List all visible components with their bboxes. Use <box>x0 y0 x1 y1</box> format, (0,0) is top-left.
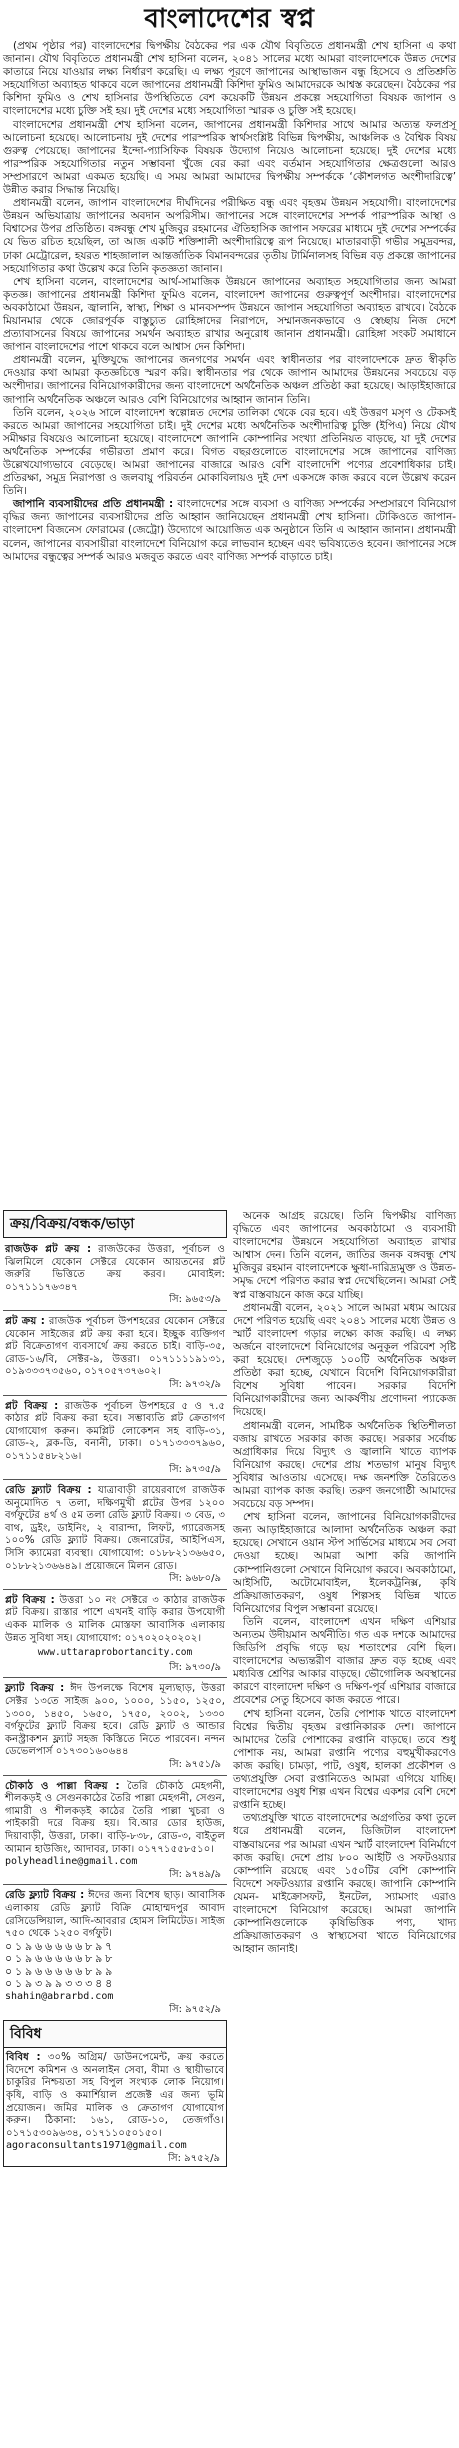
subhead-text: বাংলাদেশের সঙ্গে ব্যবসা ও বাণিজ্য সম্পর্কের সম্প্রসারণে বিনিয়োগ বৃদ্ধির জন্য জাপানের ব্যবসায়ীদের প্রতি আহ্বান জানিয়েছেন প্রধানমন্ত্রী শেখ হাসিনা। টোকিওতে জাপান-বাংলাদেশ বিজনেস ফোরামের (জেট্রো) উদ্যোগে আয়োজিত এক অনুষ্ঠানে তিনি এ আহ্বান জানান। প্রধানমন্ত্রী বলেন, জাপানের ব্যবসায়ীরা বাংলাদেশে বিনিয়োগ করে লাভবান হচ্ছেন এবং ভবিষ্যতেও হবেন। জাপানের সঙ্গে আমাদের বন্ধুত্বের সম্পর্ক আরও মজবুত করতে এবং বাণিজ্য সম্পর্ক বাড়াতে চাই। <box>3 498 456 563</box>
classified-ad <box>3 1399 227 1477</box>
classified-column <box>3 1210 227 2167</box>
ad-email-link[interactable]: shahin@abrarbd.com <box>5 1991 114 2003</box>
ad-body: ঈদ উপলক্ষে বিশেষ মূল্যছাড়, উত্তরা সেক্টর ১৩তে সাইজ ৯০০, ১০০০, ১১৫০, ১২৫০, ১৩০০, ১৪৫০, ১৬৫০, ১৭৫০, ২০০২, ১৩৩০ বর্গফুটের ফ্ল্যাট বিক্রয় হবে। রেডি ফ্ল্যাট ও আন্ডার কনস্ট্রাকশন ফ্ল্যাট সহজ কিস্তিতে নিতে পারবেন। নন্দন ডেভেলপার্স ০১৭৩০১৬০৬৪৪ <box>5 1683 225 1758</box>
article-continuation-column <box>233 1210 456 1956</box>
ad-title: রেডি ফ্ল্যাট বিক্রয় : <box>5 1485 92 1497</box>
classified-ad <box>4 2050 226 2165</box>
ad-phone: ০১৯৬৬৬৬৬৮৯৮ <box>5 1952 116 1966</box>
ad-title: চৌকাঠ ও পাল্লা বিক্রয় : <box>5 1780 120 1792</box>
ad-title: ফ্ল্যাট বিক্রয় : <box>5 1683 65 1695</box>
ad-title: বিবিধ : <box>6 2052 41 2064</box>
divider <box>3 1479 227 1480</box>
article-paragraph: প্রধানমন্ত্রী বলেন, মুক্তিযুদ্ধে জাপানের জনগণের সমর্থন এবং স্বাধীনতার পর বাংলাদেশকে দ্রুত স্বীকৃতি দেওয়ার কথা আমরা কৃতজ্ঞচিত্তে স্মরণ করি। স্বাধীনতার পর থেকে জাপান আমাদের উন্নয়নের সবচেয়ে বড় অংশীদার। জাপানের বিনিয়োগকারীদের জন্য বাংলাদেশে অর্থনৈতিক অঞ্চল প্রতিষ্ঠা করা হয়েছে। আড়াইহাজারে জাপানি অর্থনৈতিক অঞ্চলে আরও বেশি বিনিয়োগের আহ্বান জানান তিনি। <box>3 354 456 406</box>
ad-code: সি: ৯৭৫১/৯ <box>169 1758 221 1770</box>
classified-ad <box>3 1779 227 1882</box>
ad-title: প্লট বিক্রয় : <box>5 1594 55 1606</box>
divider <box>3 1677 227 1678</box>
ad-body: ঈদের জন্য বিশেষ ছাড়। আবাসিক এলাকায় রেডি ফ্ল্যাট বিক্রি মোহাম্মদপুর আবাদ রেসিডেন্সিয়াল, আদি-আবরার হোমস লিমিটেড। সাইজ ৭৫০ থেকে ১২৫০ বর্গফুট। <box>5 1890 225 1940</box>
article-paragraph: প্রধানমন্ত্রী বলেন, ২০২১ সালে আমরা মধ্যম আয়ের দেশে পরিণত হয়েছি এবং ২০৪১ সালের মধ্যে উন্নত ও স্মার্ট বাংলাদেশ গড়ার লক্ষ্যে কাজ করছি। এ লক্ষ্য অর্জনে বাংলাদেশে বিনিয়োগের অনুকূল পরিবেশ সৃষ্টি করা হয়েছে। দেশজুড়ে ১০০টি অর্থনৈতিক অঞ্চল প্রতিষ্ঠা করা হচ্ছে, যেখানে বিদেশি বিনিয়োগকারীরা বিশেষ সুবিধা পাবেন। সরকার বিদেশি বিনিয়োগকারীদের জন্য আকর্ষণীয় প্রণোদনা প্যাকেজ দিয়েছে। <box>233 1301 456 1419</box>
classified-ad <box>3 1593 227 1675</box>
divider <box>3 1395 227 1396</box>
ad-code: সি: ৯৭৪৯/৯ <box>169 1868 221 1880</box>
classifieds-header: ক্রয়/বিক্রয়/বন্ধক/ভাড়া <box>3 1210 227 1238</box>
misc-section <box>3 2020 227 2166</box>
ad-phone: ০১৯৬৬৬৬৬৮৯৯ <box>5 1964 116 1978</box>
article-subsection <box>3 498 456 563</box>
classified-ad <box>3 1888 227 2016</box>
classified-ad <box>3 1242 227 1307</box>
ad-title: প্লট ক্রয় : <box>5 1315 45 1327</box>
ad-body: রাজউক পূর্বাচল উপশহরে ৫ ও ৭.৫ কাঠার প্লট বিক্রয় করা হবে। সম্ভাব্যতি প্লট ক্রেতাগণ যোগাযোগ করুন। কমপ্লিট লোকেশন সহ বাড়ি-৩১, রোড-২, ব্লক-ডি, বনানী, ঢাকা। ০১৭১৩৩৩৭৯৬০, ০১৭১১৫৪৮২১৬। <box>5 1400 225 1462</box>
ad-phone: ০১৯৩৯৯৩৩৩৪৪ <box>5 1977 116 1991</box>
article-paragraph: তিনি বলেন, ২০২৬ সালে বাংলাদেশ স্বল্পোন্নত দেশের তালিকা থেকে বের হবে। এই উত্তরণ মসৃণ ও টেকসই করতে আমরা জাপানের সহযোগিতা চাই। দুই দেশের মধ্যে অর্থনৈতিক অংশীদারিত্ব চুক্তি (ইপিএ) নিয়ে যৌথ সমীক্ষার বিষয়েও আলোচনা হয়েছে। বাংলাদেশে জাপানি কোম্পানির সংখ্যা প্রতিনিয়ত বাড়ছে, যা দুই দেশের অর্থনৈতিক সম্পর্কের গভীরতা প্রমাণ করে। বিগত বছরগুলোতে বাংলাদেশের সঙ্গে জাপানের বাণিজ্য উল্লেখযোগ্যভাবে বেড়েছে। আমরা জাপানের বাজারে আরও বেশি বাংলাদেশি পণ্যের প্রবেশাধিকার চাই। প্রতিরক্ষা, সমুদ্র নিরাপত্তা ও জলবায়ু পরিবর্তন মোকাবিলায়ও দুই দেশ একসঙ্গে কাজ করবে বলে উল্লেখ করেন তিনি। <box>3 406 456 498</box>
article-paragraph: অনেক আগ্রহ রয়েছে। তিনি দ্বিপক্ষীয় বাণিজ্য বৃদ্ধিতে এবং জাপানের অবকাঠামো ও ব্যবসায়ী বাংলাদেশের উন্নয়নে সহযোগিতা অব্যাহত রাখার আশ্বাস দেন। তিনি বলেন, জাতির জনক বঙ্গবন্ধু শেখ মুজিবুর রহমান বাংলাদেশকে ক্ষুধা-দারিদ্র্যমুক্ত ও উন্নত-সমৃদ্ধ দেশে পরিণত করার স্বপ্ন দেখেছিলেন। আমরা সেই স্বপ্ন বাস্তবায়নে কাজ করে যাচ্ছি। <box>233 1210 456 1301</box>
ad-code: সি: ৯৭৩০/৯ <box>169 1661 221 1673</box>
ad-email-link[interactable]: polyheadline@gmail.com <box>5 1856 138 1868</box>
ad-phone: ০১৯৬৬৬৬৬৮৯৭ <box>5 1939 116 1953</box>
newspaper-page <box>3 2 456 2446</box>
divider <box>3 1884 227 1885</box>
ad-body: ৩০% অগ্রিম/ ডাউনপেমেন্ট, ক্রয় করতে বিদেশে কমিশন ও অনলাইন সেবা, বীমা ও স্থায়ীভাবে চাকুরির নিশ্চয়তা সহ বিপুল সংখ্যক লোক নিয়োগ। কৃষি, বাড়ি ও কমার্শিয়াল প্রজেক্ট এর জন্য ভূমি প্রয়োজন। জমির মালিক ও ক্রেতাগণ যোগাযোগ করুন। ঠিকানা: ১৬১, রোড-১০, তেজগাঁও। ০১৭১৫৩০৯৬৩৪, ০১৭১১০৫০১৫০। <box>6 2052 224 2139</box>
classified-ad <box>3 1681 227 1771</box>
article-paragraph: তথ্যপ্রযুক্তি খাতে বাংলাদেশের অগ্রগতির কথা তুলে ধরে প্রধানমন্ত্রী বলেন, ডিজিটাল বাংলাদেশ বাস্তবায়নের পর আমরা এখন স্মার্ট বাংলাদেশ বিনির্মাণে কাজ করছি। দেশে প্রায় ৮০০ আইটি ও সফটওয়্যার কোম্পানি রয়েছে এবং ১৫০টির বেশি কোম্পানি বিদেশে সফটওয়্যার রপ্তানি করছে। জাপানি কোম্পানি যেমন- মাইক্রোসফট, ইনটেল, স্যামসাং এরাও বাংলাদেশে বিনিয়োগ করেছে। আমরা জাপানি কোম্পানিগুলোকে কৃষিভিত্তিক পণ্য, খাদ্য প্রক্রিয়াজাতকরণ ও স্বাস্থ্যসেবা খাতে বিনিয়োগের আহ্বান জানাই। <box>233 1812 456 1956</box>
ad-body: উত্তরা ১০ নং সেক্টরে ৩ কাঠার রাজউক প্লট বিক্রয়। রাস্তার পাশে এখনই বাড়ি করার উপযোগী একক মালিক ও মালিক মোস্তফা আবাসিক এলাকায় উন্নত সুবিধা সহ। যোগাযোগ: ০১৭০২০২০২০২। <box>5 1594 226 1644</box>
article-paragraph: প্রধানমন্ত্রী বলেন, সামষ্টিক অর্থনৈতিক স্থিতিশীলতা বজায় রাখতে সরকার কাজ করছে। সরকার সর্বোচ্চ অগ্রাধিকার দিয়ে বিদ্যুৎ ও জ্বালানি খাতে ব্যাপক বিনিয়োগ করছে। দেশের প্রায় শতভাগ মানুষ বিদ্যুৎ সুবিধার আওতায় এসেছে। দক্ষ জনশক্তি তৈরিতেও আমরা ব্যাপক কাজ করছি। তরুণ জনগোষ্ঠী আমাদের সবচেয়ে বড় সম্পদ। <box>233 1419 456 1511</box>
ad-body: রাজউক পূর্বাচল উপশহরের যেকোন সেক্টরে যেকোন সাইজের প্লট ক্রয় করা হবে। ইচ্ছুক ব্যক্তিগণ প্লট বিক্রেতাগণ ব্যবসার্থে ক্রয় করতে চাই। বাড়ি-৩৫, রোড-১৬/বি, সেক্টর-৯, উত্তরা। ০১৭১১১১৯১৩১, ০১৯৩৩৩৭৩৫৬০, ০১৭০৫৭৩৭৬০২। <box>5 1315 225 1378</box>
ad-title: প্লট বিক্রয় : <box>5 1400 59 1412</box>
ad-body: তৈরি চৌকাঠ মেহগনী, শীলকড়ই ও সেগুনকাঠের তৈরি পাল্লা মেহগনী, সেগুন, গামারী ও শীলকড়ই কাঠের তৈরি পাল্লা খুচরা ও পাইকারী দরে বিক্রয় হয়। বি.আর ডোর হাউজ, দিয়াবাড়ী, উত্তরা, ঢাকা। বাড়ি-৮৩৮, রোড-৩, বাইতুল আমান হাউজিং, আদাবর, ঢাকা। ০১৭৭১৫৫৮৫১০। <box>5 1780 225 1855</box>
main-article <box>3 40 456 564</box>
ad-code: সি: ৯৭৫২/৯ <box>168 2153 220 2164</box>
article-paragraph: শেখ হাসিনা বলেন, তৈরি পোশাক খাতে বাংলাদেশ বিশ্বের দ্বিতীয় বৃহত্তম রপ্তানিকারক দেশ। জাপানে আমাদের তৈরি পোশাকের রপ্তানি বাড়ছে। তবে শুধু পোশাক নয়, আমরা রপ্তানি পণ্যের বহুমুখীকরণেও কাজ করছি। চামড়া, পাট, ওষুধ, হালকা প্রকৌশল ও তথ্যপ্রযুক্তি সেবা রপ্তানিতেও আমরা এগিয়ে যাচ্ছি। বাংলাদেশের ওষুধ শিল্প এখন বিশ্বের একশর বেশি দেশে রপ্তানি হচ্ছে। <box>233 1707 456 1812</box>
article-paragraph: প্রধানমন্ত্রী বলেন, জাপান বাংলাদেশের দীর্ঘদিনের পরীক্ষিত বন্ধু এবং বৃহত্তম উন্নয়ন সহযোগী। বাংলাদেশের উন্নয়ন অভিযাত্রায় জাপানের অবদান অপরিসীম। জাপানের সঙ্গে বাংলাদেশের সম্পর্ক পারস্পরিক আস্থা ও বিশ্বাসের উপর প্রতিষ্ঠিত। বঙ্গবন্ধু শেখ মুজিবুর রহমানের ঐতিহাসিক জাপান সফরের মাধ্যমে দুই দেশের সম্পর্কের যে ভিত রচিত হয়েছিল, তা আজ একটি শক্তিশালী অংশীদারিত্বে রূপ নিয়েছে। মাতারবাড়ী গভীর সমুদ্রবন্দর, ঢাকা মেট্রোরেল, হযরত শাহজালাল আন্তর্জাতিক বিমানবন্দরের তৃতীয় টার্মিনালসহ বিভিন্ন বড় প্রকল্পে জাপানের সহযোগিতার কথা উল্লেখ করে তিনি কৃতজ্ঞতা জানান। <box>3 197 456 275</box>
article-paragraph: শেখ হাসিনা বলেন, জাপানের বিনিয়োগকারীদের জন্য আড়াইহাজারে আলাদা অর্থনৈতিক অঞ্চল করা হয়েছে। সেখানে ওয়ান স্টপ সার্ভিসের মাধ্যমে সব সেবা দেওয়া হচ্ছে। আমরা আশা করি জাপানি কোম্পানিগুলো সেখানে বিনিয়োগ করবে। অবকাঠামো, আইসিটি, অটোমোবাইল, ইলেকট্রনিক্স, কৃষি প্রক্রিয়াজাতকরণ, ওষুধ শিল্পসহ বিভিন্ন খাতে বিনিয়োগের বিপুল সম্ভাবনা রয়েছে। <box>233 1511 456 1615</box>
article-paragraph: শেখ হাসিনা বলেন, বাংলাদেশের আর্থ-সামাজিক উন্নয়নে জাপানের অব্যাহত সহযোগিতার জন্য আমরা কৃতজ্ঞ। জাপানের প্রধানমন্ত্রী কিশিদা ফুমিও বলেন, বাংলাদেশ জাপানের গুরুত্বপূর্ণ অংশীদার। বাংলাদেশের অবকাঠামো উন্নয়ন, জ্বালানি, স্বাস্থ্য, শিক্ষা ও মানবসম্পদ উন্নয়নে জাপান সহযোগিতা অব্যাহত রাখবে। বৈঠকে মিয়ানমার থেকে জোরপূর্বক বাস্তুচ্যুত রোহিঙ্গাদের নিরাপদে, সম্মানজনকভাবে ও স্বেচ্ছায় নিজ দেশে প্রত্যাবাসনের বিষয়ে জাপানের সমর্থন অব্যাহত রাখার অনুরোধ জানান প্রধানমন্ত্রী। রোহিঙ্গা সংকট সমাধানে জাপান বাংলাদেশের পাশে থাকবে বলে আশ্বাস দেন কিশিদা। <box>3 275 456 354</box>
headline: বাংলাদেশের স্বপ্ন <box>144 4 315 34</box>
article-paragraph: (প্রথম পৃষ্ঠার পর) বাংলাদেশের দ্বিপক্ষীয় বৈঠকের পর এক যৌথ বিবৃতিতে প্রধানমন্ত্রী শেখ হাসিনা এ কথা জানান। যৌথ বিবৃতিতে প্রধানমন্ত্রী শেখ হাসিনা বলেন, ২০৪১ সালের মধ্যে আমরা বাংলাদেশকে উন্নত দেশের কাতারে নিয়ে যাওয়ার লক্ষ্য নির্ধারণ করেছি। এ লক্ষ্য পূরণে জাপানের আস্থাভাজন বন্ধু হিসেবে ও প্রতিশ্রুতি সহযোগিতা অব্যাহত থাকবে বলে জাপানের প্রধানমন্ত্রী কিশিদা ফুমিও আমাদেরকে আশ্বস্ত করেছেন। বৈঠকের পর কিশিদা ফুমিও ও শেখ হাসিনার উপস্থিতিতে বেশ কয়েকটি উন্নয়ন প্রকল্পে সহযোগিতা বিষয়ক জাপান ও বাংলাদেশের মধ্যে চুক্তি সই হয়। দুই দেশের মধ্যে সহযোগিতা স্মারক ও চুক্তি সই হয়েছে। <box>3 40 456 118</box>
misc-header: বিবিধ <box>4 2021 226 2048</box>
ad-title: রাজউক প্লট ক্রয় : <box>5 1244 92 1255</box>
ad-body: যাত্রাবাড়ী রায়েরবাগে রাজউক অনুমোদিত ৭ তলা, দক্ষিণমুখী প্লটের উপর ১২০০ বর্গফুটের ৪র্থ ও ৫ম তলা রেডি ফ্ল্যাট বিক্রয়। ৩ বেড, ৩ বাথ, ড্রইং, ডাইনিং, ২ বারান্দা, লিফট, গ্যারেজসহ ১০০% রেডি ফ্ল্যাট বিক্রয়। জেনারেটর, আইপিএস, সিসি ক্যামেরা ব্যবস্থা। যোগাযোগ: ০১৮৮২১৩৬৬৫০, ০১৮৮২১৩৬৬৪৯। প্রয়োজনে মিলন রোড। <box>5 1485 225 1572</box>
ad-code: সি: ৯৬৫৩/৯ <box>169 1294 221 1306</box>
divider <box>3 1310 227 1311</box>
ad-code: সি: ৯৭৫২/৯ <box>169 2003 221 2015</box>
ad-code: সি: ৯৭৩২/৯ <box>169 1378 221 1390</box>
ad-code: সি: ৯৬৮০/৯ <box>169 1573 221 1585</box>
classified-ad <box>3 1483 227 1586</box>
article-paragraph: তিনি বলেন, বাংলাদেশ এখন দক্ষিণ এশিয়ার অন্যতম উদীয়মান অর্থনীতি। গত এক দশকে আমাদের জিডিপি প্রবৃদ্ধি গড়ে ছয় শতাংশের বেশি ছিল। বাংলাদেশের অভ্যন্তরীণ বাজার দ্রুত বড় হচ্ছে এবং মধ্যবিত্ত শ্রেণির আকার বাড়ছে। ভৌগোলিক অবস্থানের কারণে বাংলাদেশ দক্ষিণ ও দক্ষিণ-পূর্ব এশিয়ার বাজারে প্রবেশের সেতু হিসেবে কাজ করতে পারে। <box>233 1615 456 1707</box>
subhead-label: জাপানি ব্যবসায়ীদের প্রতি প্রধানমন্ত্রী : <box>13 498 174 511</box>
divider <box>3 1775 227 1776</box>
ad-website-link[interactable]: www.uttaraprobortancity.com <box>37 1647 193 1659</box>
ad-body: রাজউকের উত্তরা, পূর্বাচল ও ঝিলমিলে যেকোন সেক্টরে যেকোন আয়তনের প্লট জরুরি ভিত্তিতে ক্রয় করব। মোবাইল: ০১৭১১১৭৬৩৪৭ <box>5 1244 225 1293</box>
ad-email-link[interactable]: agoraconsultants1971@gmail.com <box>6 2140 187 2152</box>
classified-ad <box>3 1314 227 1392</box>
divider <box>3 1589 227 1590</box>
article-paragraph: বাংলাদেশের প্রধানমন্ত্রী শেখ হাসিনা বলেন, জাপানের প্রধানমন্ত্রী কিশিদার সাথে আমার অত্যন্ত ফলপ্রসূ আলোচনা হয়েছে। আলোচনায় দুই দেশের পারস্পরিক স্বার্থসংশ্লিষ্ট বিভিন্ন দ্বিপক্ষীয়, আঞ্চলিক ও বৈশ্বিক বিষয় গুরুত্ব পেয়েছে। জাপানের ইন্দো-প্যাসিফিক বিষয়ক উদ্যোগ নিয়েও আলোচনা হয়েছে। দুই দেশের মধ্যে পারস্পরিক সহযোগিতার নতুন সম্ভাবনা খুঁজে বের করা এবং বর্তমান সহযোগিতার ক্ষেত্রগুলো আরও সম্প্রসারণে আমরা একমত হয়েছি। এ সময় আমরা আমাদের দ্বিপক্ষীয় সম্পর্ককে ‘কৌশলগত অংশীদারিত্বে’ উন্নীত করার সিদ্ধান্ত নিয়েছি। <box>3 118 456 197</box>
ad-title: রেডি ফ্ল্যাট বিক্রয় : <box>5 1890 85 1902</box>
ad-code: সি: ৯৭৩৫/৯ <box>169 1463 221 1475</box>
